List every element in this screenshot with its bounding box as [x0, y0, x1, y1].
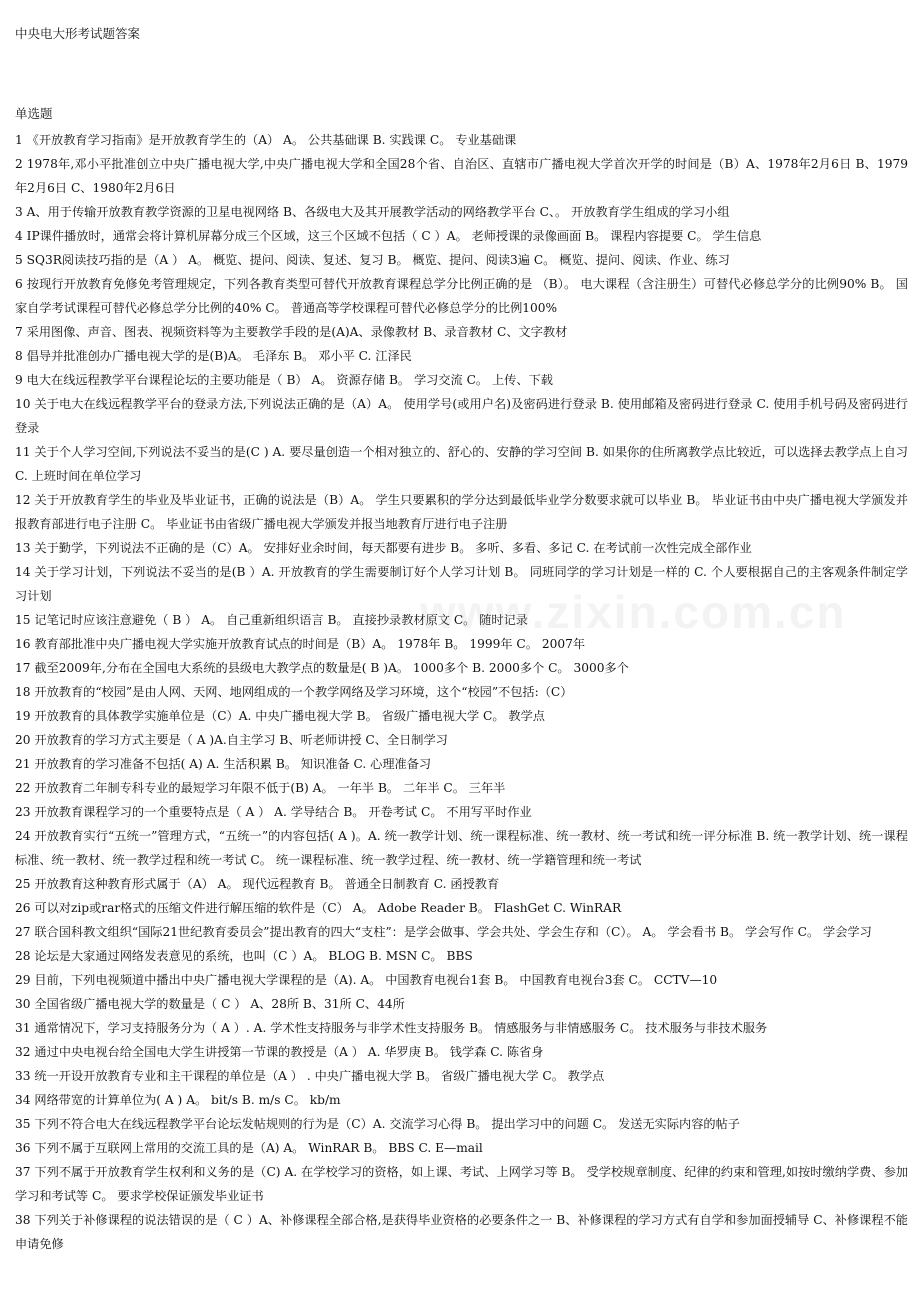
- question-item: 9 电大在线远程教学平台课程论坛的主要功能是（ B） A。 资源存储 B。 学习交流 C。 上传、下载: [15, 373, 553, 387]
- question-item: 2 1978年,邓小平批准创立中央广播电视大学,中央广播电视大学和全国28个省、自治区、直辖市广播电视大学首次开学的时间是（B）A、1978年2月6日 B、1979年2月6日 C、1980年2月6日: [15, 157, 908, 195]
- question-item: 27 联合国科教文组织“国际21世纪教育委员会”提出教育的四大“支柱”：是学会做事、学会共处、学会生存和（C）。 A。 学会看书 B。 学会写作 C。 学会学习: [15, 925, 872, 939]
- question-item: 14 关于学习计划，下列说法不妥当的是(B ）A. 开放教育的学生需要制订好个人学习计划 B。 同班同学的学习计划是一样的 C. 个人要根据自己的主客观条件制定学习计划: [15, 565, 908, 603]
- question-item: 24 开放教育实行“五统一”管理方式，“五统一”的内容包括( A )。A. 统一教学计划、统一课程标准、统一教材、统一考试和统一评分标准 B. 统一教学计划、统一课程标准、统一教材、统一教学过程和统一考试 C。 统一课程标准、统一教学过程、统一教材、统一学籍管理和统一考试: [15, 829, 908, 867]
- question-item: 15 记笔记时应该注意避免（ B ） A。 自己重新组织语言 B。 直接抄录教材原文 C。 随时记录: [15, 613, 528, 627]
- question-item: 8 倡导并批准创办广播电视大学的是(B)A。 毛泽东 B。 邓小平 C. 江泽民: [15, 349, 412, 363]
- watermark: www.zixin.com.cn: [420, 586, 847, 638]
- question-item: 33 统一开设开放教育专业和主干课程的单位是（A ） . 中央广播电视大学 B。 省级广播电视大学 C。 教学点: [15, 1069, 605, 1083]
- question-item: 32 通过中央电视台给全国电大学生讲授第一节课的教授是（A ） A. 华罗庚 B。 钱学森 C. 陈省身: [15, 1045, 544, 1059]
- question-item: 23 开放教育课程学习的一个重要特点是（ A ） A. 学导结合 B。 开卷考试 C。 不用写平时作业: [15, 805, 532, 819]
- question-item: 5 SQ3R阅读技巧指的是（A ） A。 概览、提问、阅读、复述、复习 B。 概览、提问、阅读3遍 C。 概览、提问、阅读、作业、练习: [15, 253, 730, 267]
- question-item: 6 按现行开放教育免修免考管理规定，下列各教育类型可替代开放教育课程总学分比例正确的是 （B）。 电大课程（含注册生）可替代必修总学分的比例90% B。 国家自学考试课程可替代必修总学分比例的40% C。 普通高等学校课程可替代必修总学分的比例100%: [15, 277, 908, 315]
- question-item: 29 目前，下列电视频道中播出中央广播电视大学课程的是（A). A。 中国教育电视台1套 B。 中国教育电视台3套 C。 CCTV—10: [15, 973, 718, 987]
- question-item: 31 通常情况下，学习支持服务分为（ A ）. A. 学术性支持服务与非学术性支持服务 B。 情感服务与非情感服务 C。 技术服务与非技术服务: [15, 1021, 768, 1035]
- question-item: 25 开放教育这种教育形式属于（A） A。 现代远程教育 B。 普通全日制教育 C. 函授教育: [15, 877, 500, 891]
- question-item: 26 可以对zip或rar格式的压缩文件进行解压缩的软件是（C） A。 Adobe Reader B。 FlashGet C. WinRAR: [15, 901, 622, 915]
- question-item: 38 下列关于补修课程的说法错误的是（ C ）A、补修课程全部合格,是获得毕业资格的必要条件之一 B、补修课程的学习方式有自学和参加面授辅导 C、补修课程不能申请免修: [15, 1213, 908, 1251]
- question-item: 17 截至2009年,分布在全国电大系统的县级电大教学点的数量是( B )A。 1000多个 B. 2000多个 C。 3000多个: [15, 661, 629, 675]
- question-item: 22 开放教育二年制专科专业的最短学习年限不低于(B) A。 一年半 B。 二年半 C。 三年半: [15, 781, 506, 795]
- section-heading: 单选题: [15, 106, 53, 121]
- question-item: 30 全国省级广播电视大学的数量是（ C ） A、28所 B、31所 C、44所: [15, 997, 405, 1011]
- document-title: 中央电大形考试题答案: [15, 26, 141, 41]
- question-item: 28 论坛是大家通过网络发表意见的系统，也叫（C ）A。 BLOG B. MSN C。 BBS: [15, 949, 473, 963]
- question-item: 10 关于电大在线远程教学平台的登录方法,下列说法正确的是（A）A。 使用学号(或用户名)及密码进行登录 B. 使用邮箱及密码进行登录 C. 使用手机号码及密码进行登录: [15, 397, 908, 435]
- question-item: 34 网络带宽的计算单位为( A ) A。 bit/s B. m/s C。 kb/m: [15, 1093, 341, 1107]
- question-item: 3 A、用于传输开放教育教学资源的卫星电视网络 B、各级电大及其开展教学活动的网络教学平台 C、。 开放教育学生组成的学习小组: [15, 205, 730, 219]
- question-item: 37 下列不属于开放教育学生权利和义务的是（C) A. 在学校学习的资格，如上课、考试、上网学习等 B。 受学校规章制度、纪律的约束和管理,如按时缴纳学费、参加学习和考试等 C。 要求学校保证颁发毕业证书: [15, 1165, 908, 1203]
- question-item: 11 关于个人学习空间,下列说法不妥当的是(C ) A. 要尽量创造一个相对独立的、舒心的、安静的学习空间 B. 如果你的住所离教学点比较近，可以选择去教学点上自习 C. 上班时间在单位学习: [15, 445, 908, 483]
- question-item: 18 开放教育的“校园”是由人网、天网、地网组成的一个教学网络及学习环境，这个“校园”不包括:（C）: [15, 685, 573, 699]
- question-item: 35 下列不符合电大在线远程教学平台论坛发帖规则的行为是（C）A. 交流学习心得 B。 提出学习中的问题 C。 发送无实际内容的帖子: [15, 1117, 740, 1131]
- question-item: 16 教育部批准中央广播电视大学实施开放教育试点的时间是（B）A。 1978年 B。 1999年 C。 2007年: [15, 637, 586, 651]
- question-item: 13 关于勤学，下列说法不正确的是（C）A。 安排好业余时间，每天都要有进步 B。 多听、多看、多记 C. 在考试前一次性完成全部作业: [15, 541, 752, 555]
- question-item: 19 开放教育的具体教学实施单位是（C）A. 中央广播电视大学 B。 省级广播电视大学 C。 教学点: [15, 709, 545, 723]
- question-item: 1 《开放教育学习指南》是开放教育学生的（A） A。 公共基础课 B. 实践课 C。 专业基础课: [15, 133, 517, 147]
- question-item: 4 IP课件播放时，通常会将计算机屏幕分成三个区域，这三个区域不包括（ C ）A。 老师授课的录像画面 B。 课程内容提要 C。 学生信息: [15, 229, 762, 243]
- question-item: 36 下列不属于互联网上常用的交流工具的是（A) A。 WinRAR B。 BBS C. E—mail: [15, 1141, 483, 1155]
- question-item: 7 采用图像、声音、图表、视频资料等为主要教学手段的是(A)A、录像教材 B、录音教材 C、文字教材: [15, 325, 568, 339]
- question-item: 21 开放教育的学习准备不包括( A) A. 生活积累 B。 知识准备 C. 心理准备习: [15, 757, 432, 771]
- question-list: [15, 128, 908, 1256]
- question-item: 12 关于开放教育学生的毕业及毕业证书，正确的说法是（B）A。 学生只要累积的学分达到最低毕业学分数要求就可以毕业 B。 毕业证书由中央广播电视大学颁发并报教育部进行电子注册 C。 毕业证书由省级广播电视大学颁发并报当地教育厅进行电子注册: [15, 493, 908, 531]
- question-item: 20 开放教育的学习方式主要是（ A )A.自主学习 B、听老师讲授 C、全日制学习: [15, 733, 448, 747]
